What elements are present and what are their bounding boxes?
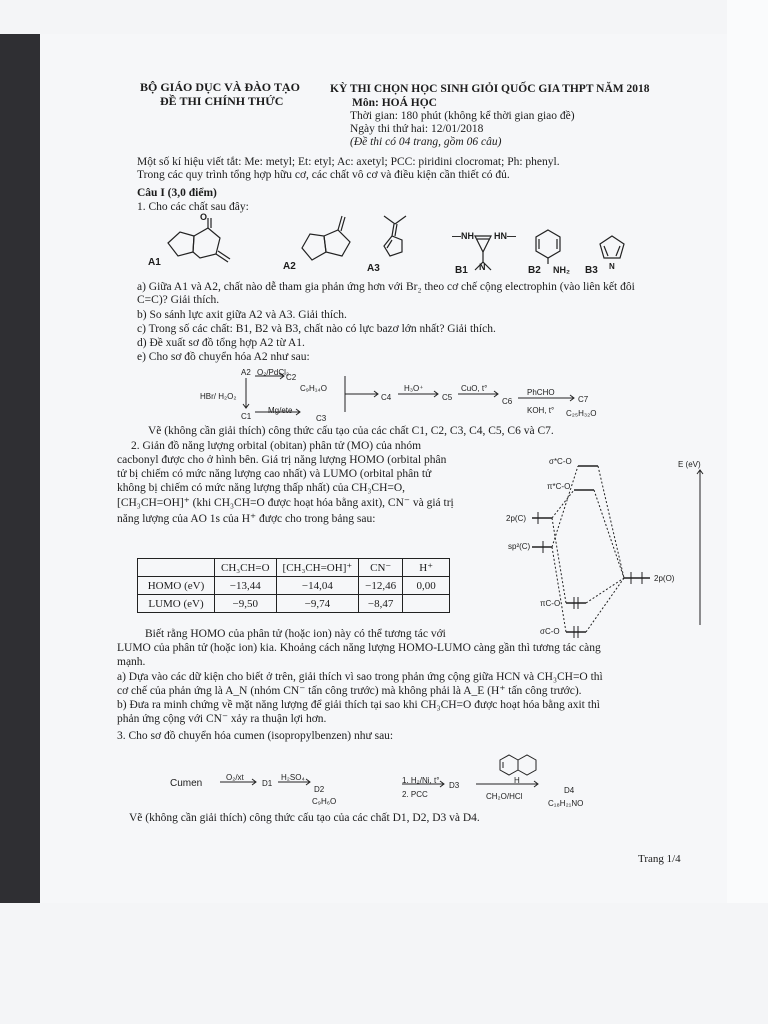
scheme3-d4: D4 [564,786,575,795]
scheme3-o2xt: O₂/xt [226,773,244,782]
scheme1-a2: A2 [241,368,251,377]
question-1d: d) Đề xuất sơ đồ tổng hợp A2 từ A1. [137,337,305,349]
part-2-line-4: không bị chiếm có mức năng lượng thấp nhất) của CH₃CH=O, [117,482,406,494]
scheme3-h2so4: H₂SO₄ [281,773,305,782]
scheme1-c7: C7 [578,395,589,404]
pages-note: (Đề thi có 04 trang, gồm 06 câu) [350,136,502,148]
b1-nh-right: HN— [494,231,516,241]
label-a1: A1 [148,257,161,268]
after-table-line-5: cơ chế của phản ứng là A_N (nhóm CN⁻ tấn công trước) mà không phải là A_E (H⁺ tấn công trước). [117,685,582,697]
after-table-line-3: mạnh. [117,656,146,668]
mo-2p-o: 2p(O) [654,574,675,583]
scheme1-koh: KOH, t° [527,406,555,415]
part-2-line-3: tử bị chiếm có mức năng lượng cao nhất) và LUMO (orbital phân tử [117,468,432,480]
scheme1-c5: C5 [442,393,453,402]
carbonyl-o-label: O [200,212,208,222]
b1-nh-left: —NH [452,231,474,241]
table-cell: −8,47 [359,595,403,613]
scheme3-ch2o-hcl: CH₂O/HCl [486,792,523,801]
part-2-line-2: cacbonyl được cho ở hình bên. Giá trị năng lượng HOMO (orbital phân [117,454,447,466]
label-a3: A3 [367,263,380,274]
table-cell: HOMO (eV) [138,577,215,595]
scheme3-d2-formula: C₉H₆O [312,797,337,806]
table-cell: −9,74 [276,595,359,613]
scheme3-d4-formula: C₁₈H₂₁NO [548,799,584,808]
question-1-title: Câu I (3,0 điểm) [137,187,217,199]
exam-date: Ngày thi thứ hai: 12/01/2018 [350,123,484,135]
label-a2: A2 [283,261,296,272]
scheme1-c7-formula: C₂₅H₃₂O [566,409,597,418]
table-header-cell: H⁺ [403,559,450,577]
abbrev-line-2: Trong các quy trình tổng hợp hữu cơ, các chất vô cơ và điều kiện cần thiết có đủ. [137,169,510,181]
table-header-cell: [CH₃CH=OH]⁺ [276,559,359,577]
scheme3-cumen: Cumen [170,778,203,789]
table-cell: −12,46 [359,577,403,595]
scheme1-mg: Mg/ete [268,406,293,415]
mo-energy-label: E (eV) [678,460,701,469]
b2-nh2-label: NH₂ [553,265,570,275]
scheme3-nh: H [514,776,520,785]
after-table-line-2: LUMO của phân tử (hoặc ion) kia. Khoảng cách năng lượng HOMO-LUMO càng gần thì tương tác càng [117,642,601,654]
mo-2p-c: 2p(C) [506,514,527,523]
table-cell: −9,50 [215,595,277,613]
part-2-line-5: [CH₃CH=OH]⁺ (khi CH₃CH=O được hoạt hóa bằng axit), CN⁻ và giá trị [117,497,454,509]
after-table-line-4: a) Dựa vào các dữ kiện cho biết ở trên, giải thích vì sao trong phản ứng cộng giữa HCN và CH₃CH=O thì [117,671,603,683]
question-1a-line-1: a) Giữa A1 và A2, chất nào dễ tham gia phản ứng hơn với Br₂ theo cơ chế cộng electrophin (vào liên kết đôi [137,281,635,293]
part-1-intro: 1. Cho các chất sau đây: [137,201,249,213]
label-b3: B3 [585,265,598,276]
scheme3-d3: D3 [449,781,460,790]
scheme1-c2-formula: C₉H₁₄O [300,384,327,393]
abbrev-line-1: Một số kí hiệu viết tắt: Me: metyl; Et: etyl; Ac: axetyl; PCC: piridini clocromat; Ph: phenyl. [137,156,560,168]
table-header-cell: CH₃CH=O [215,559,277,577]
after-table-line-7: phản ứng cộng với CN⁻ xảy ra thuận lợi hơn. [117,713,327,725]
page-number: Trang 1/4 [638,853,681,865]
mo-sp2-c: sp²(C) [508,542,531,551]
scheme3-step2: 2. PCC [402,790,428,799]
scheme1-c6: C6 [502,397,513,406]
scheme1-h3o: H₃O⁺ [404,384,424,393]
b3-nh-label: N [609,262,615,271]
label-b2: B2 [528,265,541,276]
exam-time: Thời gian: 180 phút (không kể thời gian giao đề) [350,110,575,122]
scheme1-cuo: CuO, t° [461,384,488,393]
scheme1-o2pdcl2: O₂/PdCl₂ [257,368,289,377]
mo-sigma: σC-O [540,627,560,636]
scheme1-c2: C2 [286,373,297,382]
draw-instruction-3: Vẽ (không cần giải thích) công thức cấu tạo của các chất D1, D2, D3 và D4. [129,812,480,824]
table-cell: LUMO (eV) [138,595,215,613]
scheme1-phcho: PhCHO [527,388,555,397]
b1-n-label: N [479,262,486,272]
question-1c: c) Trong số các chất: B1, B2 và B3, chất nào có lực bazơ lớn nhất? Giải thích. [137,323,496,335]
part-2-line-6: năng lượng của AO 1s của H⁺ được cho trong bảng sau: [117,513,376,525]
table-cell: −14,04 [276,577,359,595]
scheme3-step1: 1. H₂/Ni, t° [402,776,440,785]
ministry-name: BỘ GIÁO DỤC VÀ ĐÀO TẠO [140,80,300,94]
scheme1-c1: C1 [241,412,252,421]
subject: Môn: HOÁ HỌC [352,97,437,109]
table-cell: 0,00 [403,577,450,595]
part-3-intro: 3. Cho sơ đồ chuyển hóa cumen (isopropylbenzen) như sau: [117,730,394,742]
part-2-line-1: 2. Giản đồ năng lượng orbital (obitan) phân tử (MO) của nhóm [131,440,422,452]
mo-pi: πC-O [540,599,561,608]
official-label: ĐỀ THI CHÍNH THỨC [160,94,284,108]
scheme1-c3: C3 [316,414,327,423]
scheme1-hbr: HBr/ H₂O₂ [200,392,237,401]
table-cell: −13,44 [215,577,277,595]
after-table-line-1: Biết rằng HOMO của phân tử (hoặc ion) này có thể tương tác với [145,628,446,640]
mo-pi-star: π*C-O [547,482,571,491]
exam-title: KỲ THI CHỌN HỌC SINH GIỎI QUỐC GIA THPT NĂM 2018 [330,83,650,95]
table-header-cell: CN⁻ [359,559,403,577]
scheme3-d1: D1 [262,779,273,788]
after-table-line-6: b) Đưa ra minh chứng về mặt năng lượng để giải thích tại sao khi CH₃CH=O được hoạt hóa bằng axit thì [117,699,600,711]
label-b1: B1 [455,265,468,276]
question-1a-line-2: C=C)? Giải thích. [137,294,220,306]
draw-instruction-1: Vẽ (không cần giải thích) công thức cấu tạo của các chất C1, C2, C3, C4, C5, C6 và C7. [148,425,554,437]
question-1b: b) So sánh lực axit giữa A2 và A3. Giải thích. [137,309,347,321]
question-1e: e) Cho sơ đồ chuyển hóa A2 như sau: [137,351,310,363]
scheme3-d2: D2 [314,785,325,794]
mo-sigma-star: σ*C-O [549,457,572,466]
scheme1-c4: C4 [381,393,392,402]
